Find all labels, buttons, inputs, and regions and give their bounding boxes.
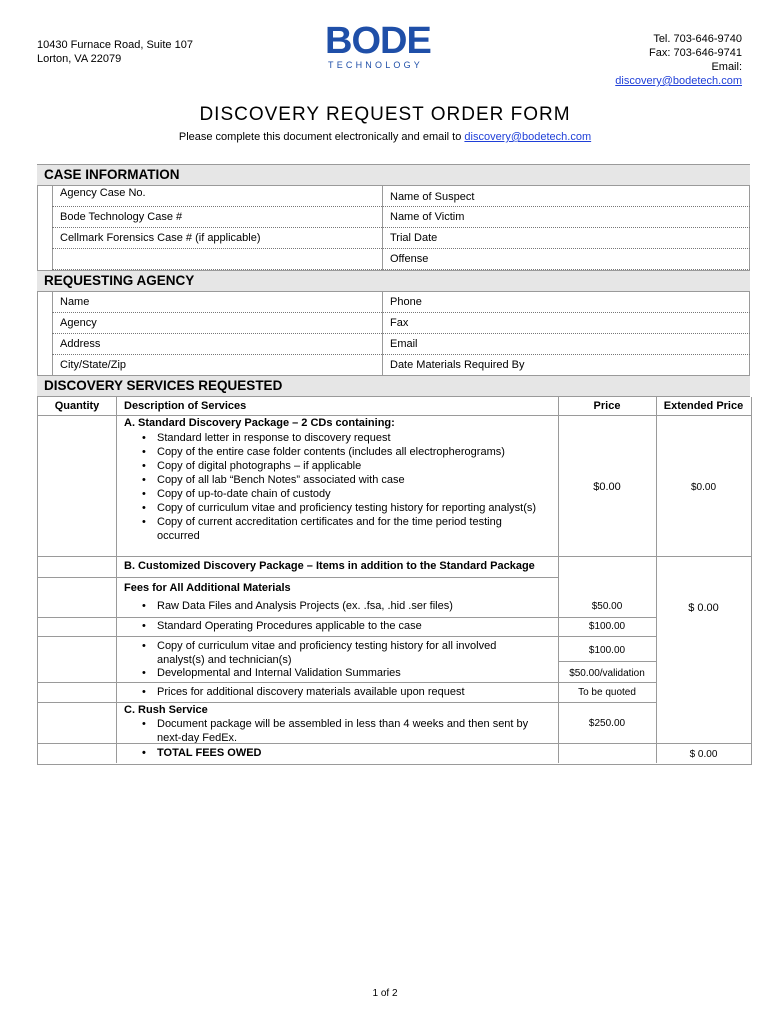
- agency-row: [52, 292, 750, 313]
- agency-case-no-label: Agency Case No.: [60, 187, 146, 199]
- page-subtitle: [0, 131, 770, 143]
- contact-tel: Tel. 703-646-9740: [653, 33, 742, 45]
- logo-subtitle: TECHNOLOGY: [328, 60, 424, 70]
- rush-item: [124, 717, 544, 745]
- raw-data-item: [124, 599, 554, 613]
- requesting-agency-title: REQUESTING AGENCY: [44, 273, 195, 288]
- city-state-zip-label: City/State/Zip: [60, 359, 127, 371]
- row-rule: [38, 682, 656, 683]
- company-address: [37, 38, 193, 66]
- standard-extended-price: $0.00: [690, 482, 717, 493]
- col-quantity: Quantity: [54, 400, 100, 412]
- name-label: Name: [60, 296, 90, 308]
- fax-label: Fax: [390, 317, 409, 329]
- col-divider-1: [116, 397, 117, 763]
- list-item: • Standard letter in response to discovery request: [124, 431, 544, 445]
- company-contact: [615, 32, 742, 88]
- list-item: • Copy of the entire case folder contents (includes all electropherograms): [124, 445, 544, 459]
- bode-case-label: Bode Technology Case #: [60, 211, 183, 223]
- cellmark-case-label: Cellmark Forensics Case # (if applicable): [60, 232, 261, 244]
- total-item: [124, 746, 544, 760]
- custom-extended-price: $ 0.00: [688, 602, 719, 614]
- cv-item: [124, 639, 524, 667]
- list-item: • Developmental and Internal Validation Summaries: [124, 666, 554, 680]
- custom-package-title: B. Customized Discovery Package – Items in addition to the Standard Package: [124, 560, 535, 572]
- services-header: [37, 375, 750, 397]
- validation-item: [124, 666, 554, 680]
- case-information-title: CASE INFORMATION: [44, 167, 180, 182]
- case-info-row: [52, 186, 750, 207]
- total-label: • TOTAL FEES OWED: [124, 746, 544, 760]
- fees-title: Fees for All Additional Materials: [124, 582, 291, 594]
- standard-price: $0.00: [593, 481, 621, 493]
- case-info-row: [52, 228, 750, 249]
- row-rule: [38, 702, 656, 703]
- agency-row: [52, 313, 750, 334]
- logo-word: BODE: [325, 20, 431, 62]
- list-item: • Copy of current accreditation certificates and for the time period testing occurred: [124, 515, 544, 543]
- rush-title: C. Rush Service: [124, 704, 208, 716]
- date-materials-label: Date Materials Required By: [390, 359, 525, 371]
- raw-data-price: $50.00: [591, 601, 623, 612]
- phone-label: Phone: [390, 296, 422, 308]
- row-rule: [38, 577, 558, 578]
- agency-row: [52, 334, 750, 355]
- header-rule: [38, 415, 751, 416]
- col-divider-2: [558, 397, 559, 763]
- services-title: DISCOVERY SERVICES REQUESTED: [44, 378, 283, 393]
- bode-logo: [325, 22, 440, 72]
- contact-email-link[interactable]: discovery@bodetech.com: [615, 75, 742, 87]
- list-item: • Copy of digital photographs – if applicable: [124, 459, 544, 473]
- total-value: $ 0.00: [689, 749, 718, 760]
- case-info-row: [52, 207, 750, 228]
- agency-label: Agency: [60, 317, 97, 329]
- list-item: • Raw Data Files and Analysis Projects (ex. .fsa, .hid .ser files): [124, 599, 554, 613]
- prices-quote: To be quoted: [578, 687, 636, 698]
- list-item: • Standard Operating Procedures applicable to the case: [124, 619, 554, 633]
- col-extended-price: Extended Price: [663, 400, 744, 412]
- col-divider-3: [656, 397, 657, 763]
- prices-item: [124, 685, 554, 699]
- address-line-2: Lorton, VA 22079: [37, 53, 122, 65]
- col-price: Price: [593, 400, 621, 412]
- services-table: [37, 397, 752, 765]
- subtitle-text: Please complete this document electronically and email to: [178, 131, 465, 143]
- subtitle-email-link[interactable]: discovery@bodetech.com: [464, 131, 592, 143]
- row-rule: [38, 617, 656, 618]
- list-item: • Prices for additional discovery materials available upon request: [124, 685, 554, 699]
- sop-price: $100.00: [588, 621, 626, 632]
- sop-item: [124, 619, 554, 633]
- col-description: Description of Services: [124, 400, 247, 412]
- page-number: 1 of 2: [372, 988, 398, 999]
- cv-price: $100.00: [588, 645, 626, 656]
- row-rule: [38, 556, 751, 557]
- row-rule: [38, 636, 656, 637]
- agency-row: [52, 355, 750, 375]
- list-item: • Document package will be assembled in less than 4 weeks and then sent by next-day FedEx.: [124, 717, 544, 745]
- offense-label: Offense: [390, 253, 429, 265]
- row-rule: [558, 661, 656, 662]
- case-information-header: [37, 164, 750, 186]
- list-item: • Copy of curriculum vitae and proficiency testing history for reporting analyst(s): [124, 501, 544, 515]
- name-of-suspect-label: Name of Suspect: [390, 191, 475, 203]
- rush-price: $250.00: [588, 718, 626, 729]
- validation-price: $50.00/validation: [569, 668, 645, 679]
- list-item: • Copy of up-to-date chain of custody: [124, 487, 544, 501]
- address-label: Address: [60, 338, 101, 350]
- case-info-row: [52, 249, 750, 270]
- list-item: • Copy of all lab “Bench Notes” associated with case: [124, 473, 544, 487]
- address-line-1: 10430 Furnace Road, Suite 107: [37, 39, 193, 51]
- standard-package-list: [124, 431, 544, 543]
- row-rule: [38, 743, 751, 744]
- contact-fax: Fax: 703-646-9741: [649, 47, 742, 59]
- page-title: DISCOVERY REQUEST ORDER FORM: [199, 104, 571, 125]
- list-item: • Copy of curriculum vitae and proficiency testing history for all involved analyst(s) and technician(s): [124, 639, 524, 667]
- requesting-agency-header: [37, 270, 750, 292]
- email-label: Email: [390, 338, 418, 350]
- contact-email-label: Email:: [711, 61, 742, 73]
- standard-package-title: A. Standard Discovery Package – 2 CDs containing:: [124, 417, 395, 429]
- trial-date-label: Trial Date: [390, 232, 438, 244]
- name-of-victim-label: Name of Victim: [390, 211, 465, 223]
